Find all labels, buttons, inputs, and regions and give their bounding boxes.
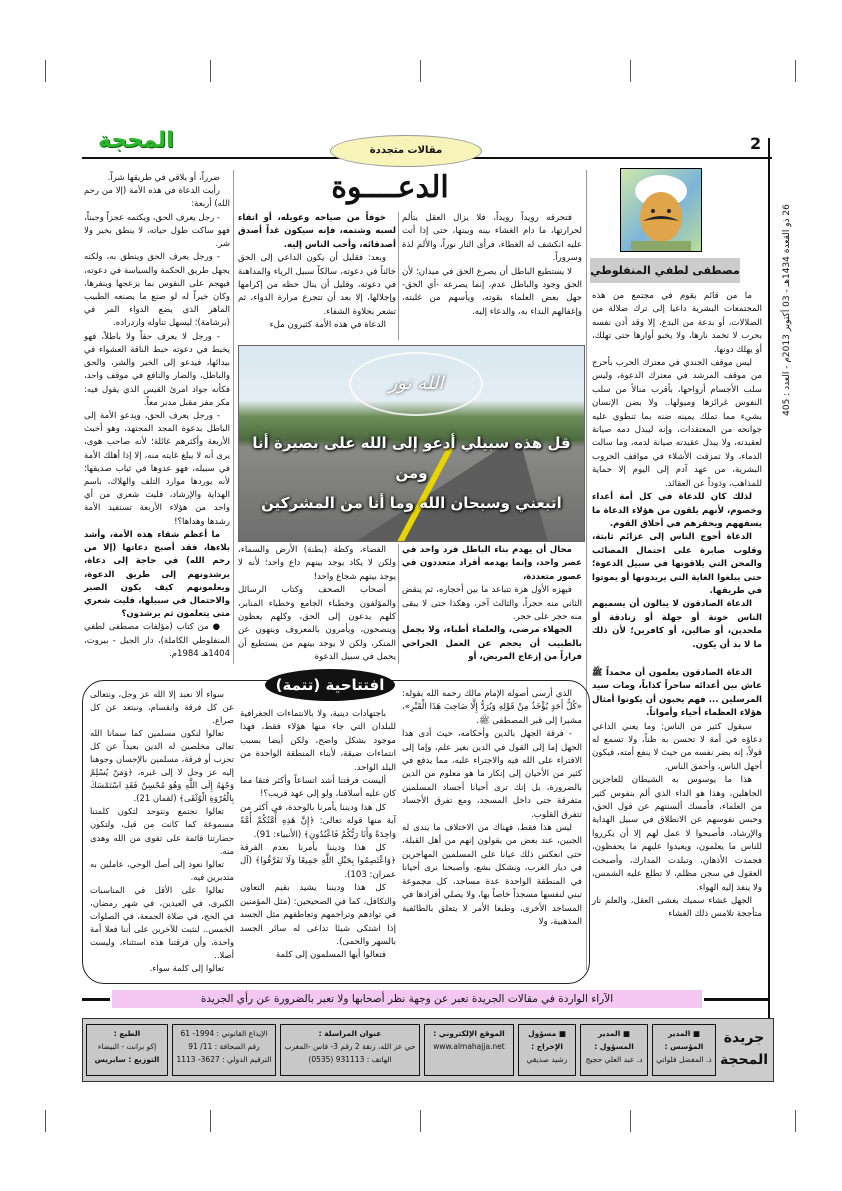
paragraph: كل هذا وديننا يأمرنا بعدم الفرقة ﴿وَاعْتَصِمُوا بِحَبْلِ اللَّهِ جَمِيعًا وَلَا تَفَرَّقُوا﴾ (آل عمران: 103). xyxy=(240,843,396,880)
section-label: مقالات متجددة xyxy=(330,135,482,167)
issn: الترقيم الدولي : 3627- 1113 xyxy=(176,1055,272,1064)
paragraph: كل هذا وديننا يشيد بقيم التعاون والتكافل، كما في الصحيحين: (مثل المؤمنين في توادهم وتراحمهم وتعاطفهم مثل الجسد إذا اشتكى شيئا تداعى له سائر الجسد بالسهر والحمى). xyxy=(240,883,396,947)
paragraph: أليست فرقتنا أشد اتساعاً وأكثر فتقا مما كان عليه أسلافنا، ولو إلى عهد قريب؟! xyxy=(240,776,396,800)
phone-text: الهاتف : 931113 (0535) xyxy=(308,1055,392,1064)
road-photo xyxy=(238,345,585,542)
editorial-title: افتتاحية (تتمة) xyxy=(265,669,395,701)
print-label: الطبع : xyxy=(113,1029,141,1038)
paragraph: الدعاة في هذه الأمة كثيرون ملء xyxy=(269,320,386,331)
paragraph: سيقول كثير من الناس: وما يعني الداعي دعاؤه في أمة لا تحسن به ظناً، ولا تسمع له قولاً، إنه يضر نفسه من حيث لا ينفع أمته، فيكون أجهل الناس، وأحمق الناس. xyxy=(592,721,762,772)
paragraph: الجهلاء مرضى، والعلماء أطباء، ولا يجمل بالطبيب أن يحجم عن العمل الجراحي فراراً من إزعاج المريض، أو xyxy=(402,625,582,663)
director-name: د. عبد العلي حجيج xyxy=(585,1055,643,1064)
founder-label: ■ المدير المؤسس : xyxy=(664,1029,704,1051)
paragraph: تعالوا على الأقل في المناسبات الكبرى، في العيدين، في شهر رمضان، في الحج، في صلاة الجمعة، في الصلوات الخمس.. لنثبت للآخرين على أننا فعلا أمة واحدة، وأن فرقتنا هذه استثناء، وليست أصلا.. xyxy=(90,884,234,960)
paragraph: الفضاء، وكظة (بطنة) الأرض والسماء، ولكن لا يكاد يوجد بينهم داع واحد؛ لأنه لا يوجد بينهم شجاع واحد! xyxy=(238,545,396,582)
photo-caption xyxy=(239,428,584,518)
paragraph: سواء ألا نعبد إلا الله عز وجل، ونتعالى عن كل فرقة وانقسام، ونبتعد عن كل صراع. xyxy=(90,689,234,726)
article-column-bottom-right xyxy=(402,544,582,664)
author-name: مصطفى لطفي المنفلوطي xyxy=(590,258,740,283)
paragraph: ليس موقف الجندي في معترك الحرب بأحرج من موقف المرشد في معترك الدعوة، وليس سلب الأجسام أرواحها، بأقرب منالاً من سلب النفوس غرائزها وميولها.. ولا يضن الإنسان بشيء مما تملك يمينه ضنه بما تنطوي عليه جوانحه من المعتقدات، وإنه ليبذل دمه صيانة لعقيدته، ولا يبذل عقيدته صيانة لدمه، وما سالت الدماء، ولا تمزقت الأشلاء في مواقف الحروب البشرية، من عهد آدم إلى اليوم إلا حماية للمذاهب، وذوداً عن العقائد. xyxy=(592,358,762,489)
crop-mark xyxy=(795,60,796,82)
issue-date: 26 ذو القعدة 1434هـ - 03 أكتوبر 2013م - العدد : 405 xyxy=(782,204,792,416)
paragraph: تعالوا نجتمع ونتوحد لتكون كلمتنا مسموعة كما كانت من قبل، ولتكون حضارتنا قائمة على تقوى من الله وهدى منه. xyxy=(90,806,234,856)
article-column-author xyxy=(592,290,762,662)
layout-label: ■ مسؤول الإخراج : xyxy=(528,1029,566,1051)
calligraphy-emblem: الله نور xyxy=(349,352,483,416)
footer-paper-name: جريدة المحجة xyxy=(719,1030,769,1068)
newspaper-logo: المحجة xyxy=(98,128,174,153)
article-column-left xyxy=(84,172,230,664)
crop-mark xyxy=(210,1110,211,1132)
paragraph: لذلك كان للدعاة في كل أمة أعداء وخصوم، لأنهم يلقون من هؤلاء الدعاة ما يسفههم ويحقرهم في أخلاق القوم. xyxy=(592,492,762,529)
director-cell xyxy=(580,1024,648,1076)
article-column-middle-left xyxy=(238,212,396,340)
page-number: 2 xyxy=(750,134,762,153)
crop-mark xyxy=(45,60,46,82)
banner-rule xyxy=(704,998,768,1001)
layout-name: رشيد صديقي xyxy=(526,1055,568,1064)
paragraph: الجهل غشاء سميك يغشى العقل، والعلم نار متأججة تلامس ذلك الغشاء xyxy=(592,895,762,920)
editorial-column-right xyxy=(402,688,582,976)
paragraph: ما أعظم شقاء هذه الأمة، وأشد بلاءها، فقد أصبح دعاتها (إلا من رحم الله) في حاجة إلى دعاة، يرشدونهم إلى طريق الدعوة، ويعلمونهم كيف يكون الصبر والاحتمال في سبيلها، فليت شعري متى يتعلمون ثم يرشدون؟ xyxy=(84,529,230,620)
column-divider xyxy=(233,170,234,664)
article-title: الدعــــوة xyxy=(331,170,449,205)
legal-cell xyxy=(172,1024,276,1076)
paragraph: ما من قائم يقوم في مجتمع من هذه المجتمعات البشرية داعيا إلى ترك ضلالة من الضلالات، أو بدعة من البدع، إلا وقد أذن نفسه بحرب لا تخمد نارها، ولا يخبو أوارها حتى تهلك، أو يهلك دونها. xyxy=(592,291,762,355)
banner-rule xyxy=(82,998,110,1001)
column-divider xyxy=(398,212,399,340)
printer-cell xyxy=(86,1024,168,1076)
crop-mark xyxy=(420,60,421,82)
paragraph: خوفاً من صياحه وعويله، أو اتقاء لسبه وشتمه، فإنه سيكون غداً أصدق أصدقائه، وأحب الناس إليه. xyxy=(238,213,396,250)
website-label: الموقع الإلكتروني : xyxy=(433,1029,505,1038)
article-column-author-continued xyxy=(592,667,762,983)
paragraph: تعالوا لنكون مسلمين كما سمانا الله تعالى مخلصين له الدين بعيداً عن كل تحزب أو فرقة، مسلمين بالإحسان وجوهنا إليه عز وجل لا إلى غيره، ﴿وَمَنْ يُسْلِمْ وَجْهَهُ إِلَى اللَّهِ وَهُوَ مُحْسِنٌ فَقَدِ اسْتَمْسَكَ بِالْعُرْوَةِ الْوُثْقَى﴾ (لقمان 21). xyxy=(90,728,234,804)
paragraph: هذا ما يوسوس به الشيطان للعاجزين الجاهلين، وهذا هو الداء الذي ألم بنفوس كثير من العلماء، فأمسك ألسنتهم عن قول الحق، وحبس نفوسهم عن الانطلاق في سبيل الهداية والإرشاد، فأصبحوا لا عمل لهم إلا أن يكرروا للناس ما يعلمون، ويعيدوا عليهم ما يحفظون، فجمدت الأذهان، وتبلدت المدارك، وأصبحت العقول في سجن مظلم، لا تطلع عليه الشمس، ولا ينفذ إليه الهواء. xyxy=(592,775,762,893)
paragraph: رأيت الدعاة في هذه الأمة (إلا من رحم الله) أربعة: xyxy=(84,186,230,210)
crop-mark xyxy=(795,1110,796,1132)
website-cell xyxy=(424,1024,514,1076)
article-column-middle-right xyxy=(402,212,582,340)
editorial-column-middle xyxy=(240,708,396,976)
crop-mark xyxy=(420,1110,421,1132)
paragraph: الدعاة الصادقون لا يبالون أن يسميهم الناس خونة أو جهلة أو زنادقة أو ملحدين، أو ضالين، أو كافرين؛ لأن ذلك ما لا بد أن يكون. xyxy=(592,599,762,650)
paragraph: - رجل يعرف الحق، ويكتمه عجزاً وجبناً، فهو ساكت طول حياته، لا ينطق بخير ولا شر. xyxy=(84,212,230,250)
address-cell xyxy=(280,1024,420,1076)
photo-caption-line: قل هذه سبيلي أدعو إلى الله على بصيرة أنا ومن xyxy=(252,434,571,482)
paragraph: تعالوا إلى كلمة سواء. xyxy=(149,962,224,973)
paragraph: الدعاة أحوج الناس إلى عزائم ثابتة، وقلوب صابرة على احتمال المصائب والمحن التي يلاقونها في سبيل الدعوة؛ حتى يبلغوا الغاية التي يريدونها أو يموتوا في طريقها. xyxy=(592,532,762,596)
distribution: التوزيع : سابريس xyxy=(94,1055,160,1064)
date-strip xyxy=(772,180,802,440)
layout-cell xyxy=(518,1024,576,1076)
paragraph: فتحرقه رويداً رويداً، فلا يزال العقل يتألم لحرارتها، ما دام الغشاء بينه وبينها، حتى إذا أتت عليه انكشف له الغطاء، فرأى النار نوراً، والألم لذة وسروراً. xyxy=(402,213,582,264)
address-text: حي عز الله، زنقة 2 رقم 3- فاس -المغرب xyxy=(284,1042,416,1051)
page-edge-rule xyxy=(768,138,770,1080)
paragraph: كل هذا وديننا يأمرنا بالوحدة، في أكثر من آية منها قوله تعالى: ﴿إِنَّ هَذِهِ أُمَّتُكُمْ أُمَّةً وَاحِدَةً وَأَنَا رَبُّكُمْ فَاعْبُدُونِ﴾ (الأنبياء: 91). xyxy=(240,802,396,840)
paragraph: لا يستطيع الباطل أن يصرع الحق في ميدان؛ لأن الحق وجود والباطل عدم، إنما يصرعه -أي الحق- جهل بعض العلماء بقوته، ويأسهم من غلبته، وإغفالهم النداء به، والدعاء إليه. xyxy=(402,266,582,317)
printer-name: إكو برانت - البيضاء xyxy=(97,1042,157,1051)
paragraph: فيهزه الأول هزة تتباعد ما بين أحجاره، ثم ينقض الثاني منه حجراً، والثالث آخر، وهكذا حتى لا يبقى منه حجر على حجر. xyxy=(402,585,582,623)
article-column-bottom-left xyxy=(238,544,396,664)
founder-cell xyxy=(652,1024,716,1076)
paragraph: - ورجل يعرف الحق وينطق به، ولكنه يجهل طريق الحكمة والسياسة في دعوته، فيهجم على النفوس بما يزعجها وينفرها، وكان خيراً له لو صنع ما يصنعه الطبيب الماهر الذي يضع الدواء المر في (برشامة)؛ ليسهل تناوله وازدراده. xyxy=(84,252,230,329)
paragraph: - فرقة الجهل بالدين وأحكامه، حيث أدى هذا الجهل إما إلى القول في الدين بغير علم، وإما إلى الافتراء على الله فيه والاجتراء عليه، مما يدفع في كثير من الأحيان إلى إنكار ما هو معلوم من الدين بالضرورة، بل إنك ترى أحيانا أجساد المسلمين متفرقة حتى داخل المسجد، ومع تفرق الأجساد تتفرق القلوب. xyxy=(402,729,582,820)
crop-mark xyxy=(210,60,211,82)
paragraph: - ورجل يعرف الحق، ويدعو الأمة إلى الباطل بدعوة المجد المجتهد، وهو أخبث الأربعة وأكثرهم غائلة؛ لأنه صاحب هوى، يرى أنه لا يبلغ غايته منه، إلا إذا أهلك الأمة في سبيله، فهو عدوها في ثياب صديقها؛ لأنه يوردها موارد التلف والهلاك، باسم الهداية والإرشاد، فليت شعري من أي واحد من هؤلاء الأربعة تستفيد الأمة رشدها وهداها؟! xyxy=(84,410,230,527)
director-label: ■ المدير المسؤول : xyxy=(594,1029,634,1051)
crop-mark xyxy=(630,1110,631,1132)
founder-name: ذ. المفضل فلواتي xyxy=(656,1055,712,1064)
paragraph: تعالوا نعود إلى أصل الوحي، عاملين به متدبرين فيه. xyxy=(90,858,234,882)
legal-deposit: الإيداع القانوني : 1994- 61 xyxy=(180,1029,268,1038)
paragraph: باجتهادات دينية، ولا بالانتماءات الجغرافية للبلدان التي جاء منها هؤلاء فقط، فهذا موجود بشكل واضح، ولكن أيضا بسبب انتماءات ضيقة، لأبناء المنطقة الواحدة من البلد الواحد. xyxy=(240,709,396,773)
address-label: عنوان المراسلة : xyxy=(318,1029,382,1038)
paragraph: الدعاة الصادقون يعلمون أن محمداً ﷺ عاش بين أعدائه ساحراً كذاباً، ومات سيد المرسلين ... فهم يحبون أن يكونوا أمثال هؤلاء العظماء أحياء وأمواتاً. xyxy=(592,668,762,719)
masthead-footer xyxy=(82,1018,774,1082)
paragraph: الذي أرسى أصوله الإمام مالك رحمه الله بقوله: «كُلُّ أَحَدٍ يُؤْخَذُ مِنْ قَوْلِهِ وَيُرَدُّ إِلَّا صَاحِبَ هَذَا الْقَبْرِ»، مشيرا إلى قبر المصطفى ﷺ. xyxy=(402,689,582,726)
press-number: رقم الصحافة : 11/ 91 xyxy=(188,1042,260,1051)
author-portrait xyxy=(620,168,702,252)
crop-mark xyxy=(45,1110,46,1132)
paragraph: فتعالوا أيها المسلمون إلى كلمة xyxy=(275,950,386,961)
crop-mark xyxy=(630,60,631,82)
editorial-column-left xyxy=(90,688,234,976)
website-link[interactable]: www.almahajja.net xyxy=(433,1042,505,1051)
paragraph: ضرراً، أو يلاقي في طريقها شراً. xyxy=(107,173,220,183)
column-divider xyxy=(398,544,399,664)
photo-caption-line: اتبعني وسبحان الله وما أنا من المشركين xyxy=(261,494,562,512)
paragraph: أصحاب الصحف وكتاب الرسائل والمؤلفون وخطباء الجامع وخطباء المنابر، كلهم يدعون إلى الحق، وكلهم يعظون وينصحون، ويأمرون بالمعروف وينهون عن المنكر، ولكن لا يوجد بينهم من يستطيع أن يحمل في سبيل الدعوة xyxy=(238,585,396,663)
paragraph: - ورجل لا يعرف حقاً ولا باطلاً، فهو يخبط في دعوته خبط الناقة العشواء في بيدائها، فيدعو إلى الخير والشر، والحق والباطل، والضار والنافع في موقف واحد، فكأنه جواد امرئ القيس الذي يقول فيه: مكر مفر مقبل مدبر معاً. xyxy=(84,331,230,408)
paragraph: ● من كتاب (مؤلفات مصطفى لطفي المنفلوطي الكاملة)، دار الجيل - بيروت، 1404هـ 1984م. xyxy=(84,622,230,659)
paragraph: وبعد: فقليل أن يكون الداعي إلى الحق خائناً في دعوته، سالكاً سبيل الرياء والمداهنة في دعوته، وقليل أن ينال حظه من إكرامها وإجلالها، إلا بعد أن تتجرع مرارة الدواء، ثم تشعر بحلاوة الشفاء. xyxy=(238,253,396,317)
paragraph: ليس هذا فقط، فهناك من الاختلاف ما يندى له الجبين، عند بعض من يقولون إنهم من أهل القبلة، حتى انعكس ذلك عيانا على المسلمين المهاجرين في ديار الغرب، وبشكل بشع، وأصبحنا نرى أحيانا في المنطقة الواحدة عدة مساجد، كل مجموعة تبني لنفسها مسجداً خاصاً بها، ولا يصلي أفرادها في المساجد الأخرى، وطبعا الأمر لا يتعلق بالطائفية المذهبية، ولا xyxy=(402,823,582,927)
disclaimer-banner: الآراء الواردة في مقالات الجريدة تعبر عن وجهة نظر أصحابها ولا تعبر بالضرورة عن رأي الجريدة xyxy=(112,990,702,1008)
paragraph: محال أن يهدم بناء الباطل فرد واحد في عصر واحد، وإنما يهدمه أفراد متعددون في عصور متعددة، xyxy=(402,545,582,582)
